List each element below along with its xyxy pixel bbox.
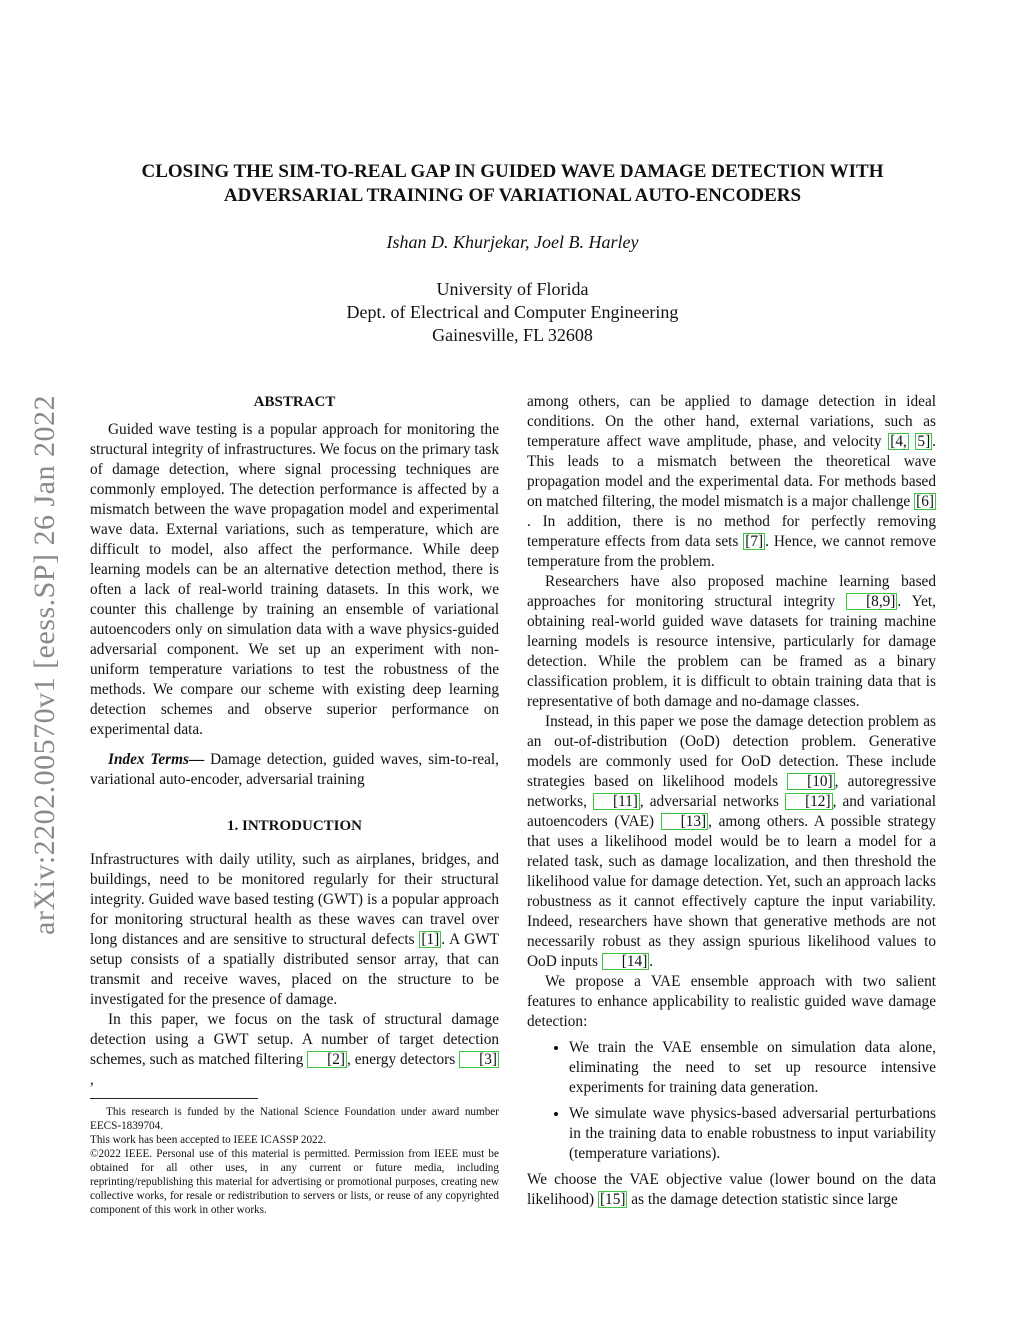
right-p3-text-a: Instead, in this paper we pose the damage detection problem as an out-of-distribution (OoD) detection problem. Generative models are commonly used for OoD detection. These include strategies based on likelihood models bbox=[527, 713, 936, 790]
affiliation-location: Gainesville, FL 32608 bbox=[432, 325, 593, 345]
right-paragraph-1 bbox=[527, 392, 936, 572]
right-paragraph-5 bbox=[527, 1170, 936, 1210]
citation-link[interactable]: [14] bbox=[602, 953, 650, 970]
right-p5-text-a: We choose the VAE objective value (lower bound on the data likelihood) bbox=[527, 1171, 936, 1208]
intro-p2-text-c: , bbox=[90, 1071, 94, 1088]
index-terms-label: Index Terms— bbox=[108, 751, 205, 768]
right-p3-text-e: , among others. A possible strategy that uses a likelihood model would be to learn a model for a related task, such as damage localization, and then threshold the likelihood value for damage detection. Yet, such an approach lacks robustness as it cannot effectively capture the input variability. Indeed, researchers have shown that generative methods are not necessarily robust as they assign spurious likelihood values to OoD inputs bbox=[527, 813, 936, 970]
list-item: • We simulate wave physics-based adversarial perturbations in the training data to enable robustness to input variability (temperature variations). bbox=[569, 1104, 936, 1164]
right-p3-text-b: , autoregressive networks, bbox=[527, 773, 936, 810]
index-terms-text: Damage detection, guided waves, sim-to-real, variational auto-encoder, adversarial training bbox=[90, 751, 500, 788]
citation-link[interactable]: [13] bbox=[661, 813, 709, 830]
arxiv-stamp-text: arXiv:2202.00570v1 [eess.SP] 26 Jan 2022 bbox=[28, 395, 61, 935]
footnotes bbox=[90, 1105, 499, 1217]
introduction-heading: 1. INTRODUCTION bbox=[226, 818, 362, 834]
footnote-accepted: This work has been accepted to IEEE ICASSP 2022. bbox=[90, 1134, 327, 1146]
citation-link[interactable]: [11] bbox=[593, 793, 640, 810]
right-p3-text-d: , and variational autoencoders (VAE) bbox=[527, 793, 936, 830]
intro-p1-text-a: Infrastructures with daily utility, such as airplanes, bridges, and buildings, need to be monitored regularly for their structural integrity. Guided wave based testing (GWT) is a popular approach for monitoring structural health as these waves can travel over long distances and are sensitive to structural defects bbox=[90, 851, 499, 948]
index-terms bbox=[90, 750, 499, 790]
paper-title bbox=[90, 160, 935, 208]
footnote-divider bbox=[90, 1098, 258, 1099]
citation-link[interactable]: [15] bbox=[599, 1191, 626, 1208]
right-p2-text-a: Researchers have also proposed machine learning based approaches for monitoring structural integrity bbox=[527, 573, 936, 610]
citation-link[interactable]: [7] bbox=[745, 533, 764, 550]
citation-link[interactable]: [4, bbox=[890, 433, 907, 450]
right-p1-text-b: . This leads to a mismatch between the theoretical wave propagation model and the experimental data. For methods based on matched filtering, the model mismatch is a major challenge bbox=[527, 433, 936, 510]
citation-link[interactable]: [10] bbox=[787, 773, 835, 790]
intro-paragraph-2 bbox=[90, 1010, 499, 1090]
intro-p1-text-b: . A GWT setup consists of a spatially distributed sensor array, that can transmit and receive waves, placed on the structure to be investigated for the presence of damage. bbox=[90, 931, 499, 1008]
right-paragraph-2 bbox=[527, 572, 936, 712]
right-paragraph-3 bbox=[527, 712, 936, 972]
footnote-copyright: ©2022 IEEE. Personal use of this material is permitted. Permission from IEEE must be obtained for all other uses, in any current or future media, including reprinting/republishing this material for advertising or promotional purposes, creating new collective works, for resale or redistribution to servers or lists, or reuse of any copyrighted component of this work in other works. bbox=[90, 1148, 499, 1216]
affiliation-university: University of Florida bbox=[436, 279, 589, 299]
citation-link[interactable]: [6] bbox=[916, 493, 934, 510]
right-p1-text-c: . In addition, there is no method for perfectly removing temperature effects from data sets bbox=[527, 513, 936, 550]
right-p2-text-b: . Yet, obtaining real-world guided wave datasets for training machine learning models is resource intensive, particularly for damage detection. While the problem can be framed as a binary classification problem, it is difficult to obtain training data that is representative of both damage and no-damage classes. bbox=[527, 593, 936, 710]
title-line-2: ADVERSARIAL TRAINING OF VARIATIONAL AUTO-ENCODERS bbox=[223, 185, 802, 206]
intro-paragraph-1 bbox=[90, 850, 499, 1010]
affiliation-department: Dept. of Electrical and Computer Engineering bbox=[346, 302, 679, 322]
intro-p2-text-a: In this paper, we focus on the task of structural damage detection using a GWT setup. A number of target detection schemes, such as matched filtering bbox=[90, 1011, 499, 1068]
citation-link[interactable]: [12] bbox=[785, 793, 833, 810]
abstract-heading: ABSTRACT bbox=[253, 394, 336, 410]
authors: Ishan D. Khurjekar, Joel B. Harley bbox=[386, 232, 639, 252]
right-p3-text-c: , adversarial networks bbox=[639, 793, 786, 810]
right-p1-text-d: . Hence, we cannot remove temperature from the problem. bbox=[527, 533, 936, 570]
left-column bbox=[90, 392, 499, 1217]
footnote-funding: This research is funded by the National Science Foundation under award number EECS-1839704. bbox=[90, 1106, 499, 1132]
right-column bbox=[527, 392, 936, 1210]
list-item: • We train the VAE ensemble on simulation data alone, eliminating the need to set up resource intensive experiments for training data generation. bbox=[569, 1038, 936, 1098]
right-paragraph-4: We propose a VAE ensemble approach with two salient features to enhance applicability to realistic guided wave damage detection: bbox=[527, 973, 936, 1030]
right-p3-text-f: . bbox=[649, 953, 654, 970]
citation-link[interactable]: [2] bbox=[307, 1051, 347, 1068]
arxiv-stamp bbox=[20, 360, 70, 970]
citation-link[interactable]: 5] bbox=[917, 433, 931, 450]
right-p5-text-b: as the damage detection statistic since large bbox=[627, 1191, 898, 1208]
abstract-text: Guided wave testing is a popular approach for monitoring the structural integrity of infrastructures. We focus on the primary task of damage detection, where signal processing techniques are commonly employed. The detection performance is affected by a mismatch between the wave propagation model and experimental wave data. External variations, such as temperature, which are difficult to model, also affect the performance. While deep learning models can be an alternative detection method, there is often a lack of real-world training datasets. In this work, we counter this challenge by training an ensemble of variational autoencoders only on simulation data with a wave physics-guided adversarial component. We set up an experiment with non-uniform temperature variations to test the robustness of the methods. We compare our scheme with existing deep learning detection schemes and observe superior performance on experimental data. bbox=[90, 421, 499, 738]
intro-p2-text-b: , energy detectors bbox=[347, 1051, 460, 1068]
citation-link[interactable]: [8,9] bbox=[846, 593, 897, 610]
contribution-list bbox=[527, 1038, 936, 1164]
right-p1-text-a: among others, can be applied to damage detection in ideal conditions. On the other hand, external variations, such as temperature affect wave amplitude, phase, and velocity bbox=[527, 393, 936, 450]
citation-link[interactable]: [1] bbox=[421, 931, 440, 948]
affiliation bbox=[90, 278, 935, 347]
citation-link[interactable]: [3] bbox=[459, 1051, 499, 1068]
title-line-1: CLOSING THE SIM-TO-REAL GAP IN GUIDED WAVE DAMAGE DETECTION WITH bbox=[141, 161, 884, 182]
